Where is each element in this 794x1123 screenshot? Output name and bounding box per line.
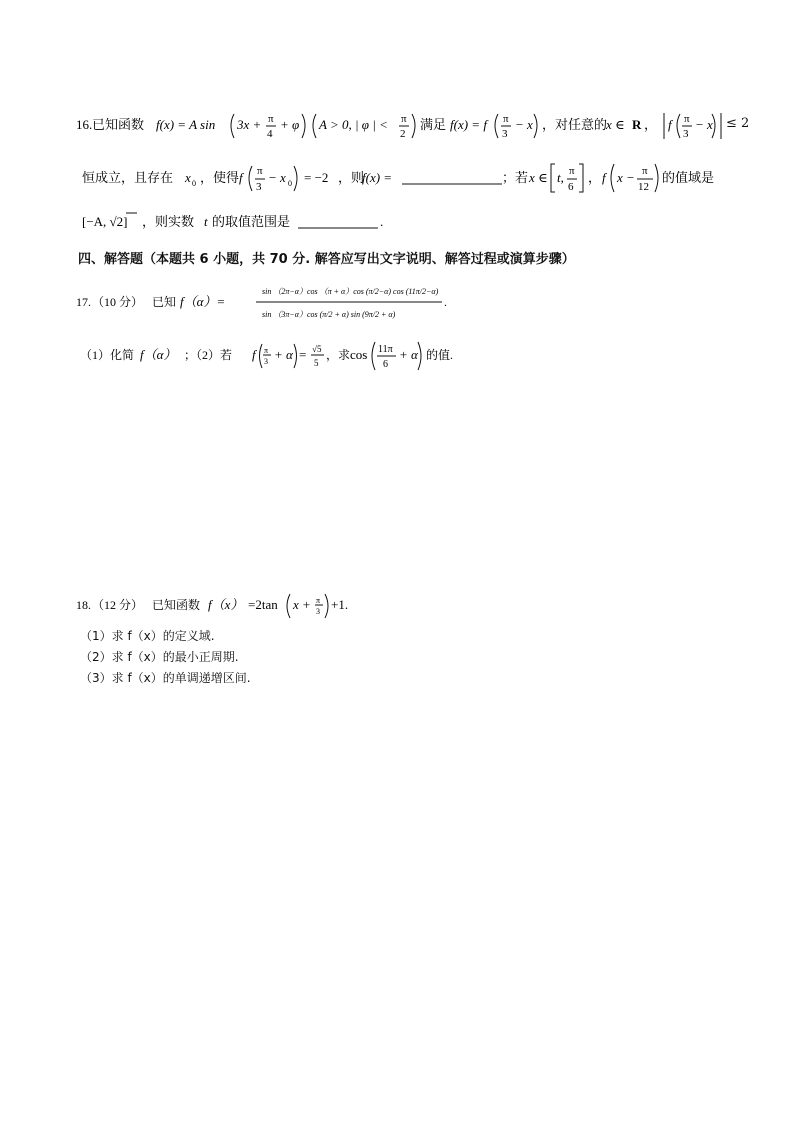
q17-line1 bbox=[76, 282, 456, 324]
q17-plus-alpha2: + α bbox=[399, 347, 418, 362]
q16-x-in: x ∈ bbox=[529, 170, 548, 185]
bracket-left bbox=[551, 164, 555, 192]
q17-plus-alpha: + α bbox=[274, 347, 293, 362]
q16-2-den: 2 bbox=[400, 128, 406, 140]
q16-line3-formula bbox=[82, 209, 402, 235]
q16-text-shide: ，使得 bbox=[200, 170, 240, 185]
q17-6: 6 bbox=[383, 359, 388, 370]
q16-12-den: 12 bbox=[638, 181, 649, 193]
q17-denominator: sin （3π−α）cos (π/2 + α) sin (9π/2 + α) bbox=[262, 310, 396, 319]
q16-t-var: t bbox=[204, 214, 208, 229]
q16-pi-num6: π bbox=[569, 165, 575, 177]
q16-number: 16. bbox=[76, 117, 93, 132]
q16-minus-x: − x bbox=[515, 117, 533, 132]
q18-pi: π bbox=[316, 596, 321, 605]
q16-3-den3: 3 bbox=[256, 181, 262, 193]
q16-minus-x0: − x bbox=[268, 170, 286, 185]
q17-points: （10 分） bbox=[92, 295, 144, 309]
q17-part1: （1）化简 bbox=[80, 348, 135, 362]
q17-parts bbox=[80, 338, 480, 372]
q16-text-yizhihanshu: 已知函数 bbox=[92, 117, 145, 132]
q16-text-renyi: ，对任意的 bbox=[542, 117, 608, 132]
q16-x-in-r: x ∈ bbox=[606, 117, 625, 132]
q16-line2 bbox=[82, 160, 722, 194]
q18-formula bbox=[76, 590, 376, 620]
q17-part2-mid: ，求 bbox=[326, 348, 351, 362]
q16-text-manzu: 满足 bbox=[420, 117, 447, 132]
q17-dot: . bbox=[444, 295, 447, 309]
q16-6-den: 6 bbox=[568, 181, 574, 193]
paren-left bbox=[249, 166, 252, 191]
q16-text-zhiyu: 的值域是 bbox=[662, 170, 715, 185]
q16-fx-eq2: f(x) = bbox=[362, 170, 393, 185]
q17-5: 5 bbox=[314, 358, 319, 368]
q17-f3: f bbox=[252, 347, 256, 362]
q16-text-ruo: ；若 bbox=[502, 170, 529, 185]
q16-fx-def: f(x) = A sin bbox=[156, 117, 216, 132]
q18-x-plus: x + bbox=[293, 597, 311, 612]
paren-left bbox=[260, 344, 263, 368]
q17-cos: cos bbox=[350, 347, 368, 362]
q16-pi-num3: π bbox=[503, 113, 509, 125]
q16-3-den2: 3 bbox=[683, 128, 689, 140]
q17-f-alpha: f（α）= bbox=[180, 294, 226, 309]
q17-line2 bbox=[80, 338, 480, 372]
paren-left bbox=[495, 114, 498, 138]
paren-right bbox=[534, 114, 537, 138]
q16-x0-sub: 0 bbox=[192, 179, 196, 188]
q16-pi-num: π bbox=[268, 113, 274, 125]
q17-formula bbox=[76, 282, 456, 324]
q16-range-interval: [−A, √2] bbox=[82, 214, 128, 229]
paren-right bbox=[294, 166, 297, 191]
q18-plus1: +1. bbox=[331, 597, 349, 612]
q16-cond: A > 0, | φ | < bbox=[319, 117, 388, 132]
q18-fx: f（x） bbox=[208, 597, 244, 612]
q16-x0: x bbox=[185, 170, 191, 185]
paren-left bbox=[313, 114, 316, 138]
q18-item-2: （2）求 f（x）的最小正周期. bbox=[80, 650, 239, 664]
q16-fx-eq: f(x) = f bbox=[450, 117, 487, 132]
q16-comma2: ， bbox=[588, 170, 602, 185]
bracket-right bbox=[579, 164, 583, 192]
q16-line1-formula bbox=[76, 110, 726, 140]
q16-text-ze: ，则 bbox=[338, 170, 365, 185]
section-heading: 四、解答题（本题共 6 小题，共 70 分. 解答应写出文字说明、解答过程或演算步骤） bbox=[78, 252, 575, 267]
paren-left bbox=[677, 114, 680, 138]
q16-3x: 3x + bbox=[237, 117, 262, 132]
q16-x0-sub2: 0 bbox=[288, 179, 292, 188]
q16-4-den: 4 bbox=[267, 128, 273, 140]
q17-number: 17. bbox=[76, 295, 91, 309]
paren-left bbox=[287, 594, 290, 618]
q16-f-abs: f bbox=[668, 117, 672, 132]
q18-item-3: （3）求 f（x）的单调递增区间. bbox=[80, 671, 251, 685]
q16-x-minus: x − bbox=[617, 170, 635, 185]
q16-line2-formula bbox=[82, 160, 722, 194]
q18-intro: 已知函数 bbox=[152, 598, 201, 612]
q16-line3 bbox=[82, 209, 402, 235]
q16-comma: ， bbox=[644, 117, 658, 132]
q16-3-den: 3 bbox=[502, 128, 508, 140]
q16-text-quzhi: 的取值范围是 bbox=[212, 214, 291, 229]
q16-pi-num4: π bbox=[684, 113, 690, 125]
q16-f3: f bbox=[602, 170, 606, 185]
q18-line1 bbox=[76, 590, 376, 620]
paren-left bbox=[372, 342, 375, 370]
q17-3: 3 bbox=[264, 357, 268, 366]
q16-pi-num7: π bbox=[642, 165, 648, 177]
q18-3: 3 bbox=[316, 607, 320, 616]
paren-right bbox=[302, 114, 305, 138]
q16-f2: f bbox=[239, 170, 243, 185]
q17-part1-end: ；（2）若 bbox=[184, 348, 233, 362]
q18-2tan: =2tan bbox=[248, 597, 278, 612]
q18-number: 18. bbox=[76, 598, 91, 612]
q17-numerator: sin （2π−α）cos （π + α）cos (π/2−α) cos (11π/2−α) bbox=[262, 287, 439, 296]
q17-sqrt5: √5 bbox=[312, 344, 322, 354]
paren-right bbox=[325, 594, 328, 618]
q18-item-1: （1）求 f（x）的定义域. bbox=[80, 629, 215, 643]
q16-eq-neg2: = −2 bbox=[304, 170, 329, 185]
q16-leq2: ≤ 2 bbox=[726, 116, 750, 131]
q17-part2-end: 的值. bbox=[426, 348, 454, 362]
q17-f-alpha2: f（α） bbox=[140, 347, 177, 362]
paren-right bbox=[655, 164, 658, 192]
q17-11pi: 11π bbox=[378, 344, 393, 355]
q16-period: . bbox=[380, 214, 384, 229]
q16-text-shishu: ，则实数 bbox=[142, 214, 195, 229]
q16-pi-num5: π bbox=[257, 165, 263, 177]
q17-intro: 已知 bbox=[152, 295, 177, 309]
q17-pi3: π bbox=[264, 346, 269, 355]
paren-left bbox=[611, 164, 614, 192]
q18-points: （12 分） bbox=[92, 598, 144, 612]
paren-right bbox=[412, 114, 415, 138]
paren-left bbox=[231, 114, 234, 138]
q16-R: R bbox=[632, 117, 642, 132]
paren-right bbox=[418, 342, 421, 370]
q16-pi-num2: π bbox=[401, 113, 407, 125]
paren-right bbox=[294, 344, 297, 368]
q16-plus-phi: + φ bbox=[280, 117, 300, 132]
q17-eq: = bbox=[299, 347, 307, 362]
q16-text-hengchengli: 恒成立，且存在 bbox=[82, 170, 174, 185]
q16-line1 bbox=[76, 110, 726, 140]
q16-t: t, bbox=[557, 170, 564, 185]
q16-minus-x2: − x bbox=[695, 117, 713, 132]
